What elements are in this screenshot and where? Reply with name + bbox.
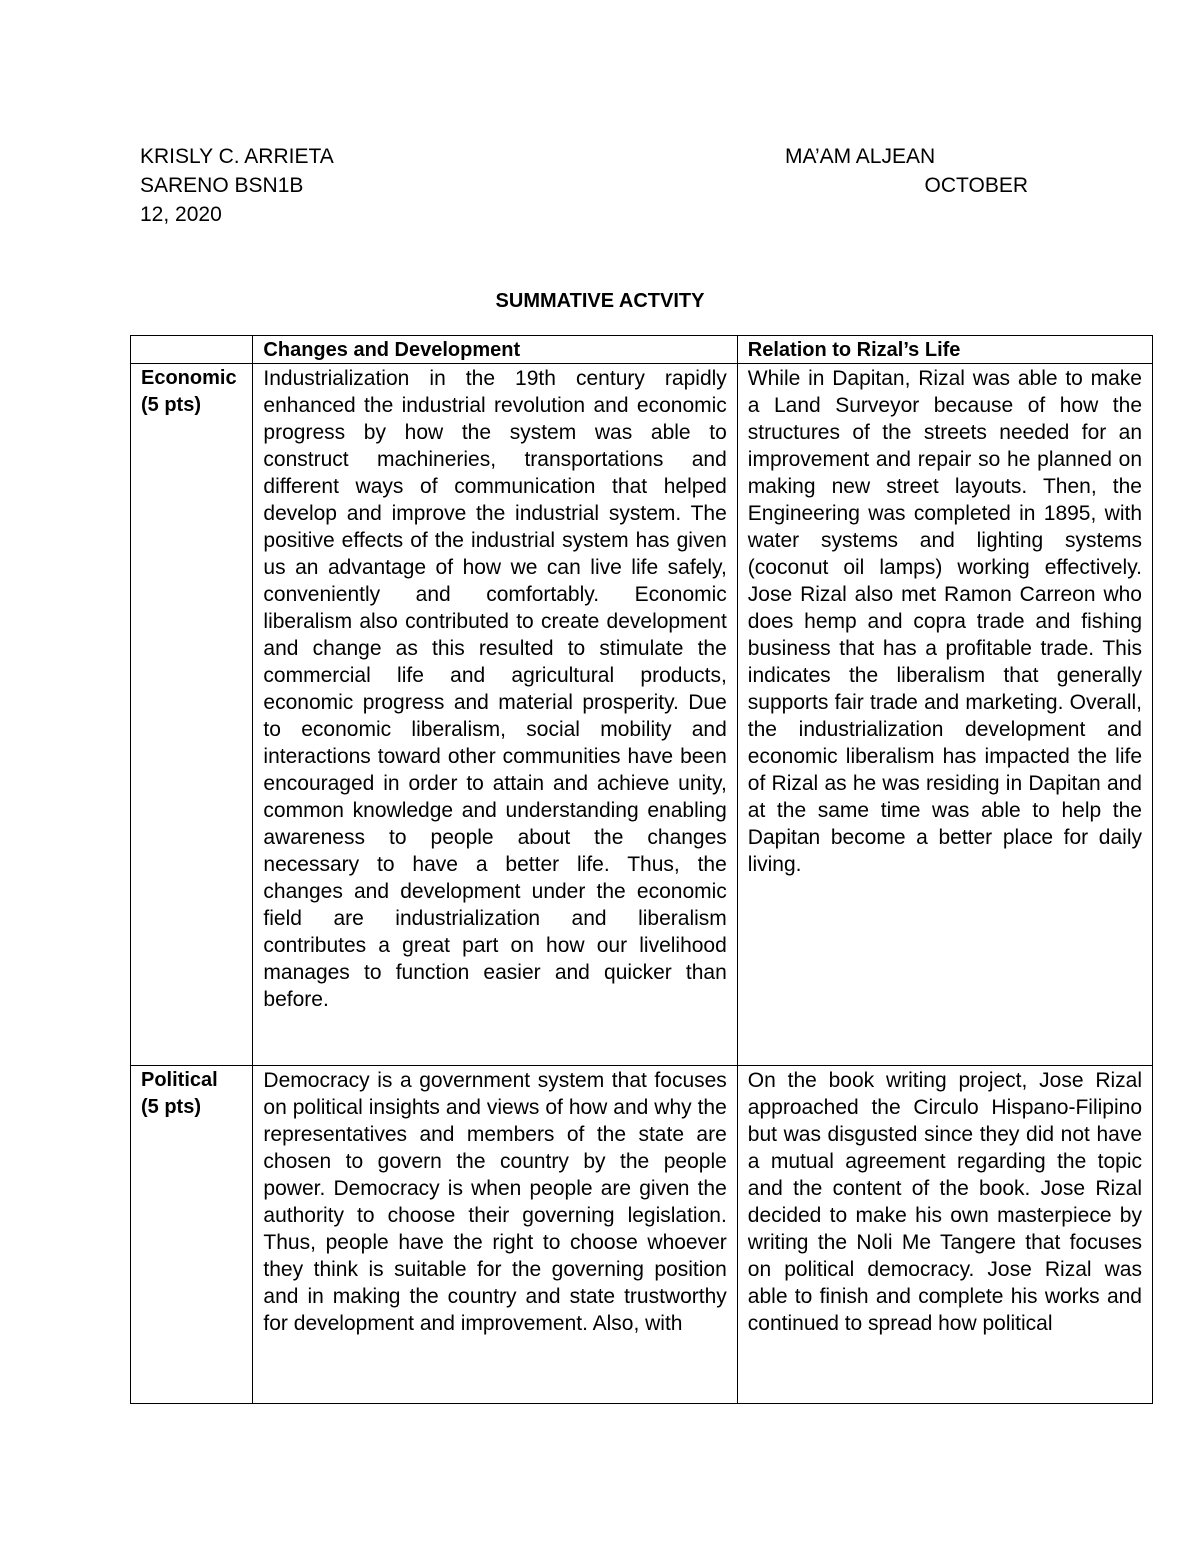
- column-header-relation: Relation to Rizal’s Life: [737, 336, 1152, 364]
- relation-text: While in Dapitan, Rizal was able to make a Land Surveyor because of how the structures of the streets needed for an improvement and repair so he planned on making new street layouts. Then, the Engineering was completed in 1895, with water systems and lighting systems (coconut oil lamps) working effectively. Jose Rizal also met Ramon Carreon who does hemp and copra trade and fishing business that has a profitable trade. This indicates the liberalism that generally supports fair trade and marketing. Overall, the industrialization development and economic liberalism has impacted the life of Rizal as he was residing in Dapitan and at the same time was able to help the Dapitan become a better place for daily living.: [747, 367, 1142, 876]
- date-month: OCTOBER: [924, 174, 1028, 197]
- changes-clip: [263, 1067, 726, 1393]
- category-points: (5 pts): [141, 394, 201, 416]
- relation-clip: [748, 1067, 1142, 1393]
- category-cell-political: [131, 1066, 253, 1404]
- category-label: Economic: [141, 367, 237, 389]
- relation-text: On the book writing project, Jose Rizal approached the Circulo Hispano-Filipino but was disgusted since they did not have a mutual agreement regarding the topic and the content of the book. Jose Rizal decided to make his own masterpiece by writing the Noli Me Tangere that focuses on political democracy. Jose Rizal was able to finish and complete his works and continued to spread how political: [747, 1069, 1142, 1335]
- header-line-3: [140, 200, 1028, 229]
- teacher-name: MA’AM ALJEAN: [785, 145, 936, 168]
- date-day-year: 12, 2020: [140, 203, 222, 226]
- table-row-political: [131, 1066, 1153, 1404]
- column-header-category: [131, 336, 253, 364]
- column-header-changes: Changes and Development: [253, 336, 737, 364]
- relation-cell-economic: [737, 364, 1152, 1066]
- table-row-economic: [131, 364, 1153, 1066]
- category-points: (5 pts): [141, 1096, 201, 1118]
- page-title: SUMMATIVE ACTVITY: [495, 290, 705, 312]
- table-header-row: [131, 336, 1153, 364]
- changes-cell-political: [253, 1066, 737, 1404]
- header-line-2: [140, 171, 1028, 200]
- summative-table: [130, 335, 1153, 1404]
- changes-text: Democracy is a government system that focuses on political insights and views of how and why the representatives and members of the state are chosen to govern the country by the people power. Democracy is when people are given the authority to choose their governing legislation. Thus, people have the right to choose whoever they think is suitable for the governing position and in making the country and state trustworthy for development and improvement. Also, with: [263, 1069, 727, 1335]
- student-name: KRISLY C. ARRIETA: [140, 145, 334, 168]
- document-header: [140, 142, 1028, 229]
- header-line-1: [140, 142, 1028, 171]
- changes-cell-economic: [253, 364, 737, 1066]
- changes-text: Industrialization in the 19th century rapidly enhanced the industrial revolution and economic progress by how the system was able to construct machineries, transportations and different ways of communication that helped develop and improve the industrial system. The positive effects of the industrial system has given us an advantage of how we can live life safely, conveniently and comfortably. Economic liberalism also contributed to create development and change as this resulted to stimulate the commercial life and agricultural products, economic progress and material prosperity. Due to economic liberalism, social mobility and interactions toward other communities have been encouraged in order to attain and achieve unity, common knowledge and understanding enabling awareness to people about the changes necessary to have a better life. Thus, the changes and development under the economic field are industrialization and liberalism contributes a great part on how our livelihood manages to function easier and quicker than before.: [263, 367, 727, 1011]
- student-section: SARENO BSN1B: [140, 174, 304, 197]
- category-label: Political: [141, 1069, 218, 1091]
- relation-cell-political: [737, 1066, 1152, 1404]
- category-cell-economic: [131, 364, 253, 1066]
